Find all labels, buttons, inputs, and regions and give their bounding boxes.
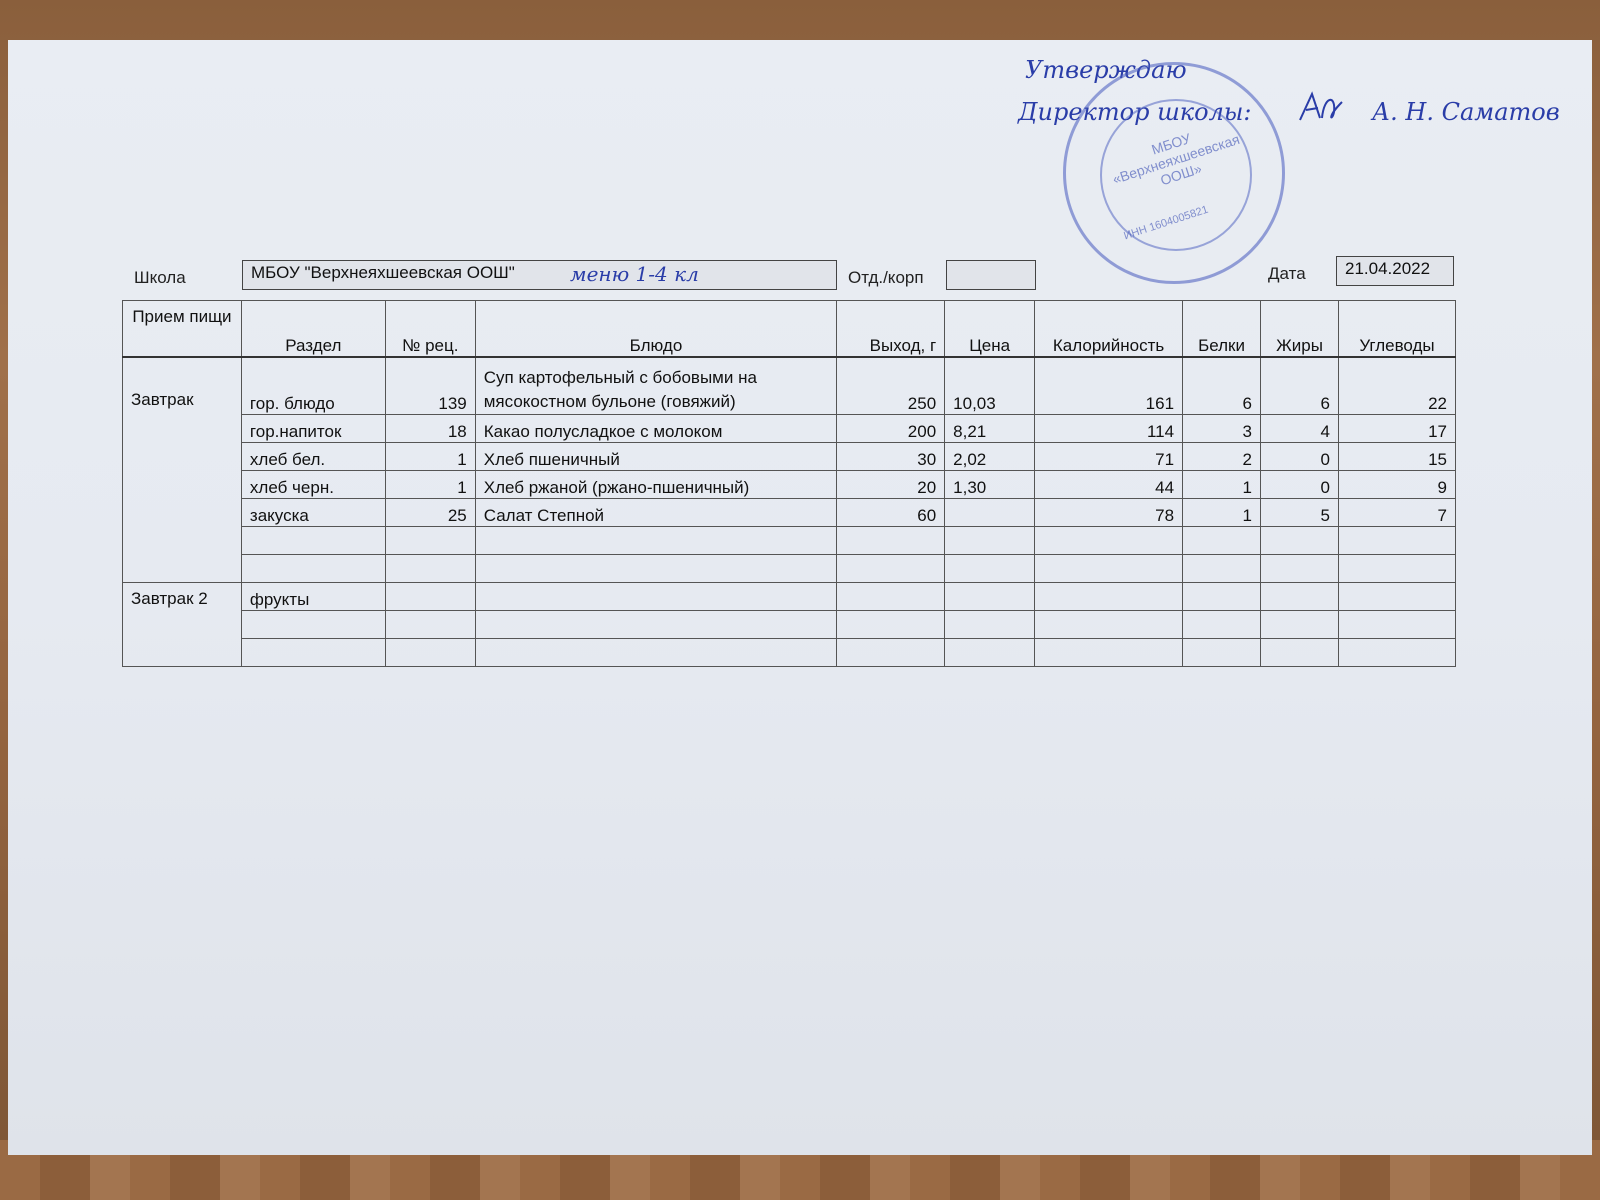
dish-cell bbox=[475, 611, 837, 639]
carbs-cell: 22 bbox=[1338, 357, 1455, 415]
output-cell: 20 bbox=[837, 471, 945, 499]
calories-cell: 44 bbox=[1035, 471, 1183, 499]
col-section: Раздел bbox=[241, 301, 385, 357]
approval-line-2: Директор школы: bbox=[1018, 98, 1252, 126]
output-cell bbox=[837, 639, 945, 667]
section-cell: закуска bbox=[241, 499, 385, 527]
approval-line-1: Утверждаю bbox=[1025, 56, 1187, 84]
fat-cell: 5 bbox=[1261, 499, 1339, 527]
recipe-cell: 139 bbox=[385, 357, 475, 415]
calories-cell: 71 bbox=[1035, 443, 1183, 471]
dept-field bbox=[946, 260, 1036, 290]
protein-cell bbox=[1183, 527, 1261, 555]
calories-cell: 78 bbox=[1035, 499, 1183, 527]
protein-cell bbox=[1183, 583, 1261, 611]
carbs-cell: 15 bbox=[1338, 443, 1455, 471]
table-row bbox=[123, 357, 1456, 415]
section-cell: гор.напиток bbox=[241, 415, 385, 443]
table-row bbox=[123, 611, 1456, 639]
col-price: Цена bbox=[945, 301, 1035, 357]
calories-cell bbox=[1035, 527, 1183, 555]
table-row bbox=[123, 443, 1456, 471]
table-row bbox=[123, 471, 1456, 499]
recipe-cell: 25 bbox=[385, 499, 475, 527]
protein-cell: 1 bbox=[1183, 499, 1261, 527]
carbs-cell: 7 bbox=[1338, 499, 1455, 527]
dept-label: Отд./корп bbox=[848, 268, 924, 287]
protein-cell: 2 bbox=[1183, 443, 1261, 471]
price-cell bbox=[945, 499, 1035, 527]
carbs-cell bbox=[1338, 639, 1455, 667]
fat-cell: 6 bbox=[1261, 357, 1339, 415]
output-cell: 200 bbox=[837, 415, 945, 443]
calories-cell: 161 bbox=[1035, 357, 1183, 415]
col-meal: Прием пищи bbox=[123, 301, 242, 357]
dish-cell bbox=[475, 527, 837, 555]
section-cell bbox=[241, 639, 385, 667]
protein-cell bbox=[1183, 611, 1261, 639]
fat-cell bbox=[1261, 639, 1339, 667]
handwritten-note: меню 1-4 кл bbox=[570, 262, 699, 286]
recipe-cell bbox=[385, 527, 475, 555]
price-cell: 10,03 bbox=[945, 357, 1035, 415]
section-cell bbox=[241, 555, 385, 583]
date-value: 21.04.2022 bbox=[1345, 259, 1431, 278]
fat-cell bbox=[1261, 527, 1339, 555]
col-calories: Калорийность bbox=[1035, 301, 1183, 357]
table-row bbox=[123, 555, 1456, 583]
col-output: Выход, г bbox=[837, 301, 945, 357]
carbs-cell bbox=[1338, 611, 1455, 639]
price-cell bbox=[945, 639, 1035, 667]
fat-cell bbox=[1261, 611, 1339, 639]
school-value: МБОУ "Верхнеяхшеевская ООШ" bbox=[251, 263, 515, 282]
school-field bbox=[242, 260, 837, 290]
price-cell bbox=[945, 555, 1035, 583]
menu-table bbox=[122, 300, 1456, 667]
col-protein: Белки bbox=[1183, 301, 1261, 357]
fat-cell bbox=[1261, 555, 1339, 583]
table-row bbox=[123, 499, 1456, 527]
calories-cell bbox=[1035, 555, 1183, 583]
calories-cell bbox=[1035, 583, 1183, 611]
fat-cell: 0 bbox=[1261, 443, 1339, 471]
section-cell: хлеб черн. bbox=[241, 471, 385, 499]
col-dish: Блюдо bbox=[475, 301, 837, 357]
fat-cell: 0 bbox=[1261, 471, 1339, 499]
stamp-inn: ИНН 1604005821 bbox=[1122, 203, 1210, 243]
table-row bbox=[123, 415, 1456, 443]
output-cell: 60 bbox=[837, 499, 945, 527]
signature-mark bbox=[1296, 88, 1346, 128]
calories-cell bbox=[1035, 611, 1183, 639]
calories-cell: 114 bbox=[1035, 415, 1183, 443]
section-cell: фрукты bbox=[241, 583, 385, 611]
dish-cell: Салат Степной bbox=[475, 499, 837, 527]
dish-cell: Суп картофельный с бобовыми на мясокостном бульоне (говяжий) bbox=[475, 357, 837, 415]
fat-cell: 4 bbox=[1261, 415, 1339, 443]
recipe-cell: 1 bbox=[385, 471, 475, 499]
protein-cell bbox=[1183, 555, 1261, 583]
dish-cell bbox=[475, 639, 837, 667]
price-cell bbox=[945, 611, 1035, 639]
fat-cell bbox=[1261, 583, 1339, 611]
col-carbs: Углеводы bbox=[1338, 301, 1455, 357]
carbs-cell: 17 bbox=[1338, 415, 1455, 443]
recipe-cell: 18 bbox=[385, 415, 475, 443]
protein-cell: 6 bbox=[1183, 357, 1261, 415]
table-row bbox=[123, 639, 1456, 667]
protein-cell: 3 bbox=[1183, 415, 1261, 443]
section-cell bbox=[241, 611, 385, 639]
dish-cell: Хлеб ржаной (ржано-пшеничный) bbox=[475, 471, 837, 499]
school-stamp bbox=[1063, 62, 1285, 284]
calories-cell bbox=[1035, 639, 1183, 667]
output-cell: 30 bbox=[837, 443, 945, 471]
protein-cell: 1 bbox=[1183, 471, 1261, 499]
table-header-row bbox=[123, 301, 1456, 357]
section-cell: гор. блюдо bbox=[241, 357, 385, 415]
meal-cell: Завтрак 2 bbox=[123, 583, 242, 667]
carbs-cell bbox=[1338, 555, 1455, 583]
dish-cell bbox=[475, 555, 837, 583]
carbs-cell bbox=[1338, 583, 1455, 611]
meal-cell: Завтрак bbox=[123, 357, 242, 583]
price-cell bbox=[945, 583, 1035, 611]
recipe-cell: 1 bbox=[385, 443, 475, 471]
output-cell bbox=[837, 611, 945, 639]
carbs-cell: 9 bbox=[1338, 471, 1455, 499]
protein-cell bbox=[1183, 639, 1261, 667]
recipe-cell bbox=[385, 555, 475, 583]
table-row bbox=[123, 583, 1456, 611]
director-name: А. Н. Саматов bbox=[1372, 98, 1560, 126]
output-cell bbox=[837, 527, 945, 555]
table-row bbox=[123, 527, 1456, 555]
output-cell bbox=[837, 555, 945, 583]
dish-cell bbox=[475, 583, 837, 611]
price-cell: 8,21 bbox=[945, 415, 1035, 443]
recipe-cell bbox=[385, 611, 475, 639]
stamp-text: МБОУ «Верхнеяхшеевская ООШ» bbox=[1110, 129, 1242, 189]
section-cell: хлеб бел. bbox=[241, 443, 385, 471]
date-field bbox=[1336, 256, 1454, 286]
output-cell: 250 bbox=[837, 357, 945, 415]
dish-cell: Какао полусладкое с молоком bbox=[475, 415, 837, 443]
date-label: Дата bbox=[1268, 264, 1306, 283]
col-recipe: № рец. bbox=[385, 301, 475, 357]
dish-cell: Хлеб пшеничный bbox=[475, 443, 837, 471]
recipe-cell bbox=[385, 639, 475, 667]
price-cell: 1,30 bbox=[945, 471, 1035, 499]
price-cell bbox=[945, 527, 1035, 555]
school-label: Школа bbox=[134, 268, 186, 287]
output-cell bbox=[837, 583, 945, 611]
carbs-cell bbox=[1338, 527, 1455, 555]
recipe-cell bbox=[385, 583, 475, 611]
price-cell: 2,02 bbox=[945, 443, 1035, 471]
section-cell bbox=[241, 527, 385, 555]
col-fat: Жиры bbox=[1261, 301, 1339, 357]
